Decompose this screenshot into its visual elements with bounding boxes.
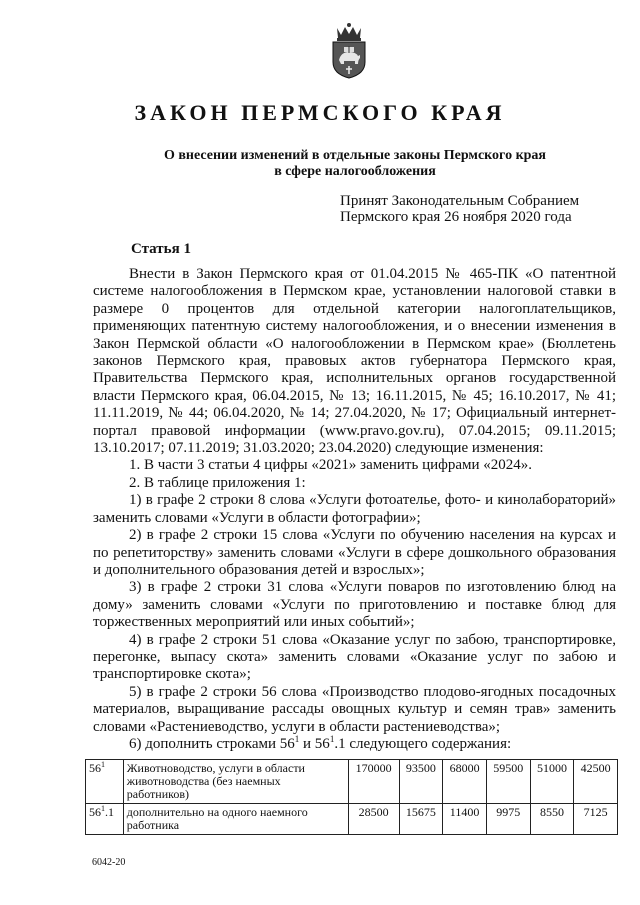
row-value: 68000	[443, 760, 487, 804]
subitem-6: 6) дополнить строками $56^1$ и $56^1.1$ следующего содержания:	[129, 733, 512, 752]
adoption-line-1: Принят Законодательным Собранием	[340, 193, 580, 209]
adoption-line-2: Пермского края 26 ноября 2020 года	[340, 209, 572, 225]
law-subtitle	[0, 148, 640, 180]
law-title: ЗАКОН ПЕРМСКОГО КРАЯ	[134, 100, 506, 125]
subitem-4: 4) в графе 2 строки 51 слова «Оказание услуг по забою, транспортировке, перегонке, выпасу скота» заменить словами «Оказание услуг по забою и транспортировке скота»;	[93, 631, 616, 683]
row-value: 42500	[574, 760, 618, 804]
row-description: Животноводство, услуги в области животноводства (без наемных работников)	[123, 760, 348, 804]
table-row	[86, 804, 618, 835]
adoption-note	[340, 193, 579, 225]
article-heading: Статья 1	[131, 241, 191, 257]
item-2: 2. В таблице приложения 1:	[129, 474, 306, 491]
subitem-3: 3) в графе 2 строки 31 слова «Услуги поваров по изготовлению блюд на дому» заменить словами «Услуги по приготовлению и поставке блюд для торжественных мероприятий или иных событий»;	[93, 579, 616, 631]
table-row	[86, 760, 618, 804]
added-rows-table	[85, 759, 618, 835]
subitem-2: 2) в графе 2 строки 15 слова «Услуги по обучению населения на курсах и по репетиторству» заменить словами «Услуги в сфере дошкольного образования и дополнительного образования детей и взрослых»;	[93, 527, 616, 578]
subitem-5: 5) в графе 2 строки 56 слова «Производство плодово-ягодных посадочных материалов, выращивание рассады овощных культур и семян трав» заменить словами «Растениеводство, услуги в области растениеводства»;	[93, 683, 616, 735]
row-value: 11400	[443, 804, 487, 835]
subtitle-line-2: в сфере налогообложения	[274, 164, 436, 179]
coat-of-arms-icon	[329, 22, 369, 80]
row-value: 8550	[530, 804, 574, 835]
subtitle-line-1: О внесении изменений в отдельные законы Пермского края	[163, 148, 546, 163]
row-value: 28500	[348, 804, 399, 835]
row-value: 93500	[399, 760, 443, 804]
row-code: $56^1$	[86, 760, 124, 804]
row-value: 59500	[486, 760, 530, 804]
row-value: 170000	[348, 760, 399, 804]
document-code: 6042-20	[92, 857, 126, 868]
row-value: 7125	[574, 804, 618, 835]
row-value: 9975	[486, 804, 530, 835]
row-value: 15675	[399, 804, 443, 835]
item-1: 1. В части 3 статьи 4 цифры «2021» заменить цифрами «2024».	[129, 457, 533, 474]
row-description: дополнительно на одного наемного работника	[123, 804, 348, 835]
article-body	[93, 266, 616, 753]
row-value: 51000	[530, 760, 574, 804]
row-code: $56^1.1$	[86, 804, 124, 835]
intro-paragraph: Внести в Закон Пермского края от 01.04.2015 № 465-ПК «О патентной системе налогообложения в Пермском крае, установлении налоговой ставки в размере 0 процентов для отдельной категории налогоплательщиков, применяющих патентную систему налогообложения, и о внесении изменения в Закон Пермской области «О налогообложении в Пермском крае» (Бюллетень законов Пермского края, правовых актов губернатора Пермского края, Правительства Пермского края, исполнительных органов государственной власти Пермского края, 06.04.2015, № 13; 16.11.2015, № 45; 16.10.2017, № 41; 11.11.2019, № 44; 06.04.2020, № 14; 27.04.2020, № 17; Официальный интернет-портал правовой информации (www.pravo.gov.ru), 07.04.2015; 09.11.2015; 13.10.2017; 07.11.2019; 31.03.2020; 23.04.2020) следующие изменения:	[93, 266, 616, 457]
subitem-1: 1) в графе 2 строки 8 слова «Услуги фотоателье, фото- и кинолабораторий» заменить словами «Услуги в области фотографии»;	[93, 492, 616, 526]
